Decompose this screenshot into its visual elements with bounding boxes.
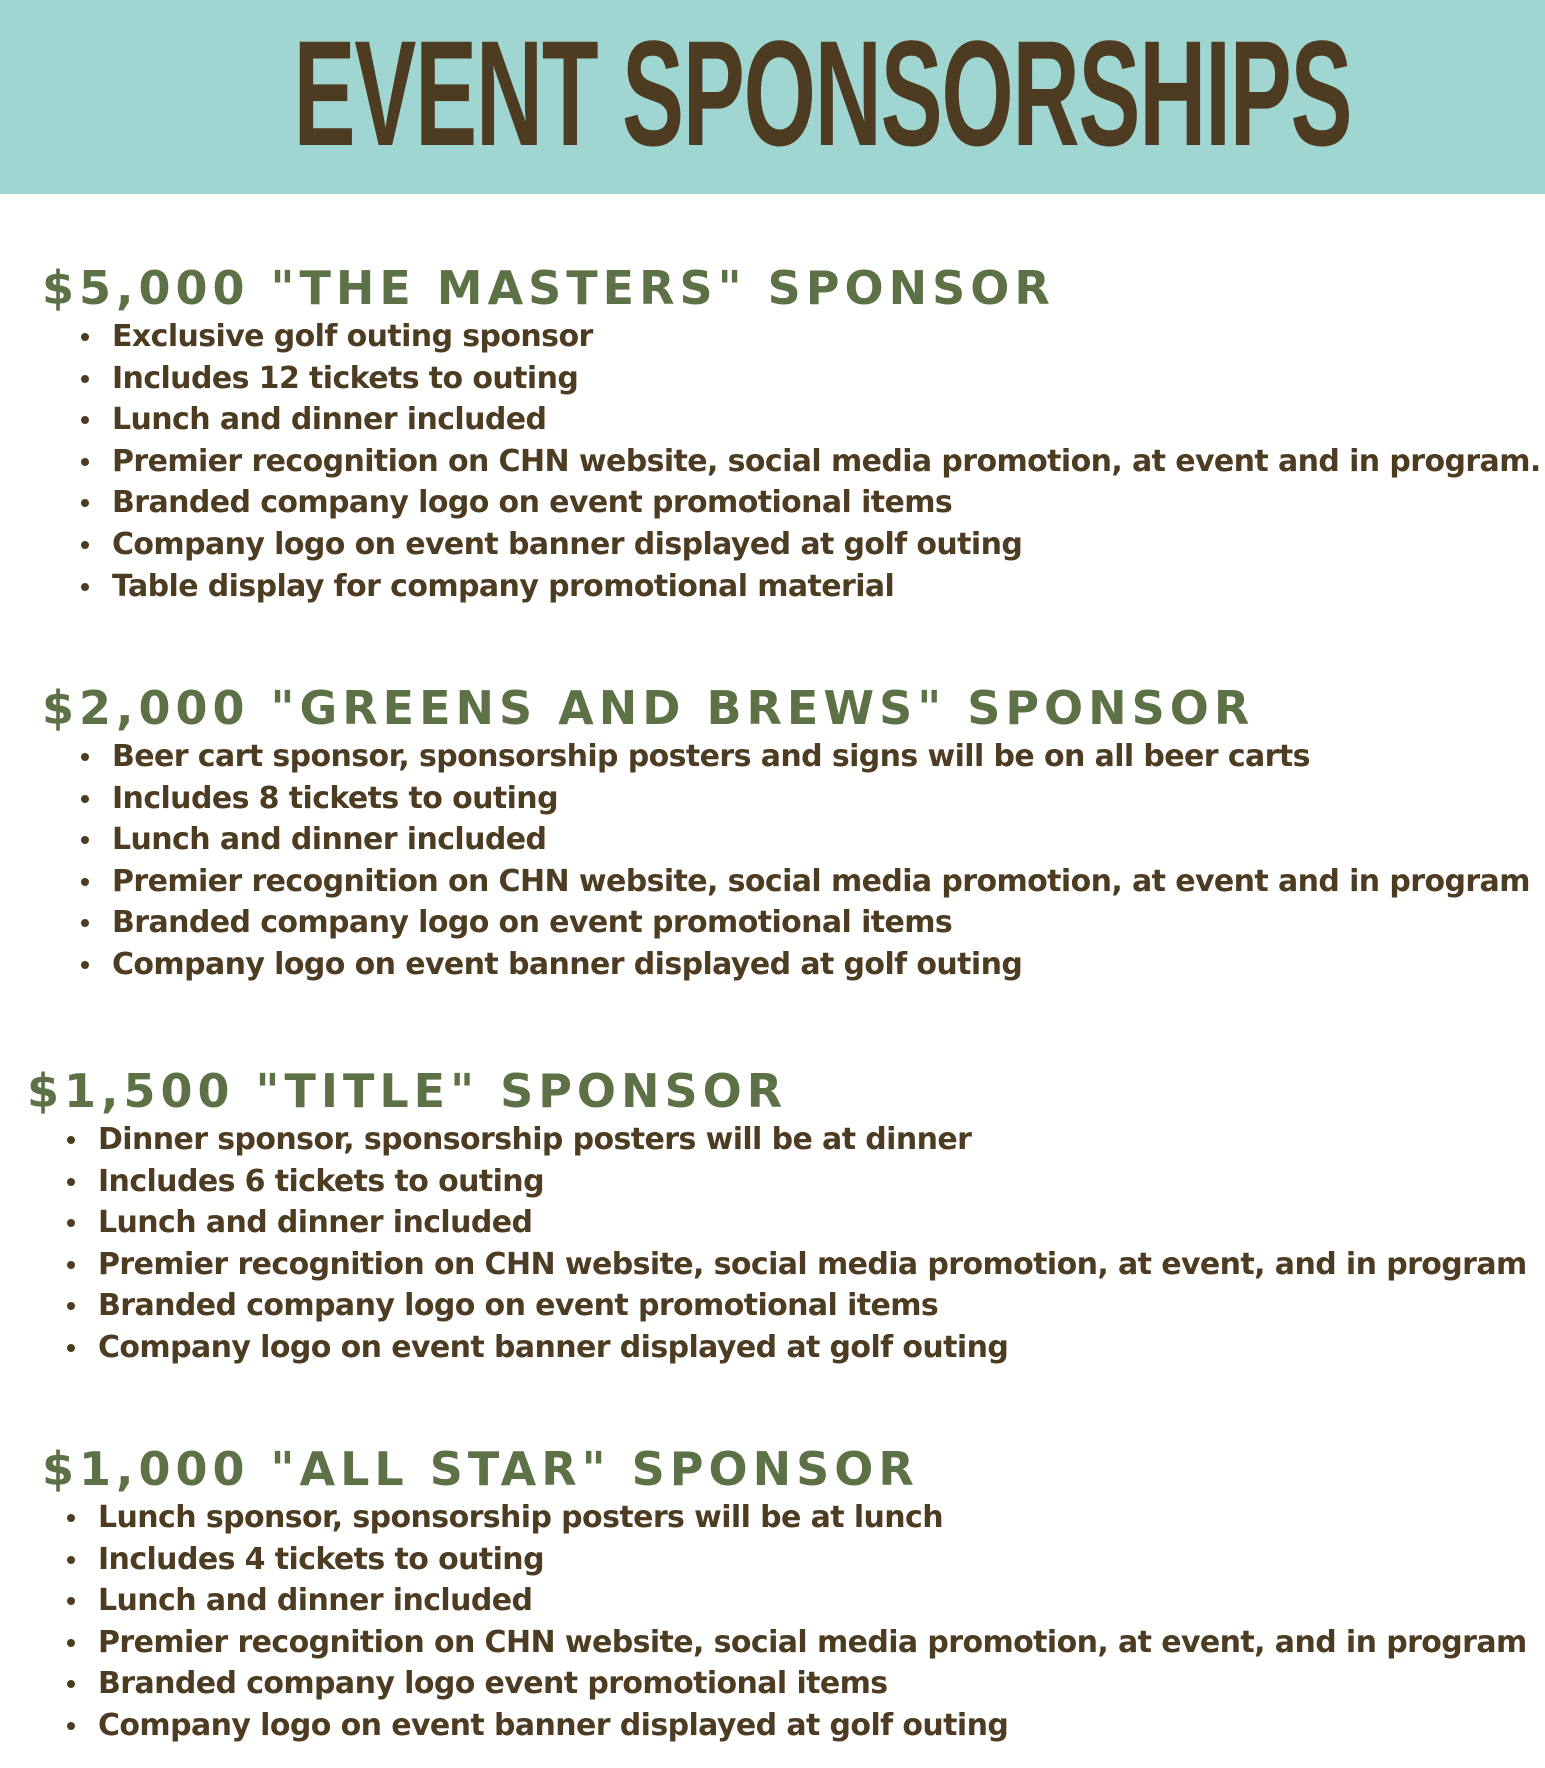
benefit-text: Table display for company promotional material — [112, 568, 895, 604]
bullet-icon — [81, 961, 89, 969]
list-item — [0, 358, 1545, 400]
bullet-icon — [67, 1722, 75, 1730]
list-item — [0, 441, 1545, 483]
sponsor-section-all-star — [0, 1441, 1545, 1747]
list-item — [0, 1497, 1545, 1539]
bullet-icon — [81, 583, 89, 591]
sponsor-section-masters — [0, 260, 1545, 607]
benefit-text: Company logo on event banner displayed at golf outing — [112, 526, 1023, 562]
list-item — [0, 1705, 1545, 1747]
sponsor-section-greens-and-brews — [0, 680, 1545, 986]
list-item — [0, 482, 1545, 524]
bullet-icon — [67, 1597, 75, 1605]
list-item — [0, 1119, 1545, 1161]
list-item — [0, 1161, 1545, 1203]
benefit-text: Premier recognition on CHN website, social media promotion, at event and in program. — [112, 443, 1541, 479]
list-item — [0, 1663, 1545, 1705]
sponsor-heading: $1,000 "ALL STAR" SPONSOR — [42, 1442, 919, 1496]
benefit-list — [0, 316, 1545, 607]
bullet-icon — [67, 1344, 75, 1352]
page-title: EVENT SPONSORSHIPS — [293, 9, 1352, 177]
bullet-icon — [81, 541, 89, 549]
benefit-text: Branded company logo on event promotional items — [98, 1288, 939, 1324]
benefit-text: Premier recognition on CHN website, social media promotion, at event, and in program — [98, 1246, 1527, 1282]
benefit-text: Lunch and dinner included — [112, 402, 547, 438]
list-item — [0, 1244, 1545, 1286]
benefit-text: Lunch and dinner included — [112, 822, 547, 858]
benefit-text: Beer cart sponsor, sponsorship posters and signs will be on all beer carts — [112, 739, 1310, 774]
benefit-text: Lunch and dinner included — [98, 1583, 533, 1619]
bullet-icon — [67, 1178, 75, 1186]
list-item — [0, 566, 1545, 608]
benefit-text: Company logo on event banner displayed at golf outing — [98, 1707, 1009, 1743]
bullet-icon — [67, 1136, 75, 1144]
sponsor-heading: $2,000 "GREENS AND BREWS" SPONSOR — [42, 681, 1255, 735]
benefit-text: Company logo on event banner displayed at golf outing — [112, 946, 1023, 982]
list-item — [0, 1580, 1545, 1622]
benefit-list — [0, 1119, 1545, 1369]
list-item — [0, 902, 1545, 944]
bullet-icon — [81, 795, 89, 803]
bullet-icon — [81, 878, 89, 886]
sponsor-heading: $1,500 "TITLE" SPONSOR — [27, 1064, 788, 1118]
bullet-icon — [67, 1556, 75, 1564]
benefit-list — [0, 736, 1545, 986]
benefit-text: Includes 4 tickets to outing — [98, 1541, 544, 1577]
benefit-text: Includes 6 tickets to outing — [98, 1163, 544, 1199]
benefit-text: Includes 12 tickets to outing — [112, 360, 579, 396]
benefit-text: Exclusive golf outing sponsor — [112, 319, 593, 354]
bullet-icon — [67, 1639, 75, 1647]
bullet-icon — [81, 836, 89, 844]
list-item — [0, 819, 1545, 861]
list-item — [0, 524, 1545, 566]
bullet-icon — [81, 499, 89, 507]
bullet-icon — [67, 1302, 75, 1310]
benefit-text: Branded company logo on event promotional items — [112, 905, 953, 941]
header-banner — [0, 0, 1545, 194]
list-item — [0, 1327, 1545, 1369]
list-item — [0, 1202, 1545, 1244]
sponsor-heading: $5,000 "THE MASTERS" SPONSOR — [42, 261, 1055, 315]
list-item — [0, 399, 1545, 441]
bullet-icon — [81, 919, 89, 927]
benefit-text: Premier recognition on CHN website, social media promotion, at event, and in program — [98, 1624, 1527, 1660]
benefit-text: Dinner sponsor, sponsorship posters will be at dinner — [98, 1122, 972, 1157]
sponsor-section-title — [0, 1063, 1545, 1369]
bullet-icon — [67, 1514, 75, 1522]
bullet-icon — [81, 416, 89, 424]
list-item — [0, 1285, 1545, 1327]
bullet-icon — [81, 333, 89, 341]
benefit-text: Lunch and dinner included — [98, 1205, 533, 1241]
list-item — [0, 778, 1545, 820]
list-item — [0, 1539, 1545, 1581]
bullet-icon — [81, 375, 89, 383]
bullet-icon — [67, 1680, 75, 1688]
benefit-list — [0, 1497, 1545, 1747]
list-item — [0, 736, 1545, 778]
bullet-icon — [67, 1219, 75, 1227]
benefit-text: Branded company logo event promotional items — [98, 1666, 888, 1702]
benefit-text: Lunch sponsor, sponsorship posters will be at lunch — [98, 1500, 943, 1535]
bullet-icon — [81, 753, 89, 761]
benefit-text: Branded company logo on event promotional items — [112, 485, 953, 521]
benefit-text: Includes 8 tickets to outing — [112, 780, 558, 816]
list-item — [0, 316, 1545, 358]
benefit-text: Premier recognition on CHN website, social media promotion, at event and in program — [112, 863, 1530, 899]
list-item — [0, 944, 1545, 986]
bullet-icon — [67, 1261, 75, 1269]
benefit-text: Company logo on event banner displayed at golf outing — [98, 1329, 1009, 1365]
list-item — [0, 861, 1545, 903]
bullet-icon — [81, 458, 89, 466]
list-item — [0, 1622, 1545, 1664]
